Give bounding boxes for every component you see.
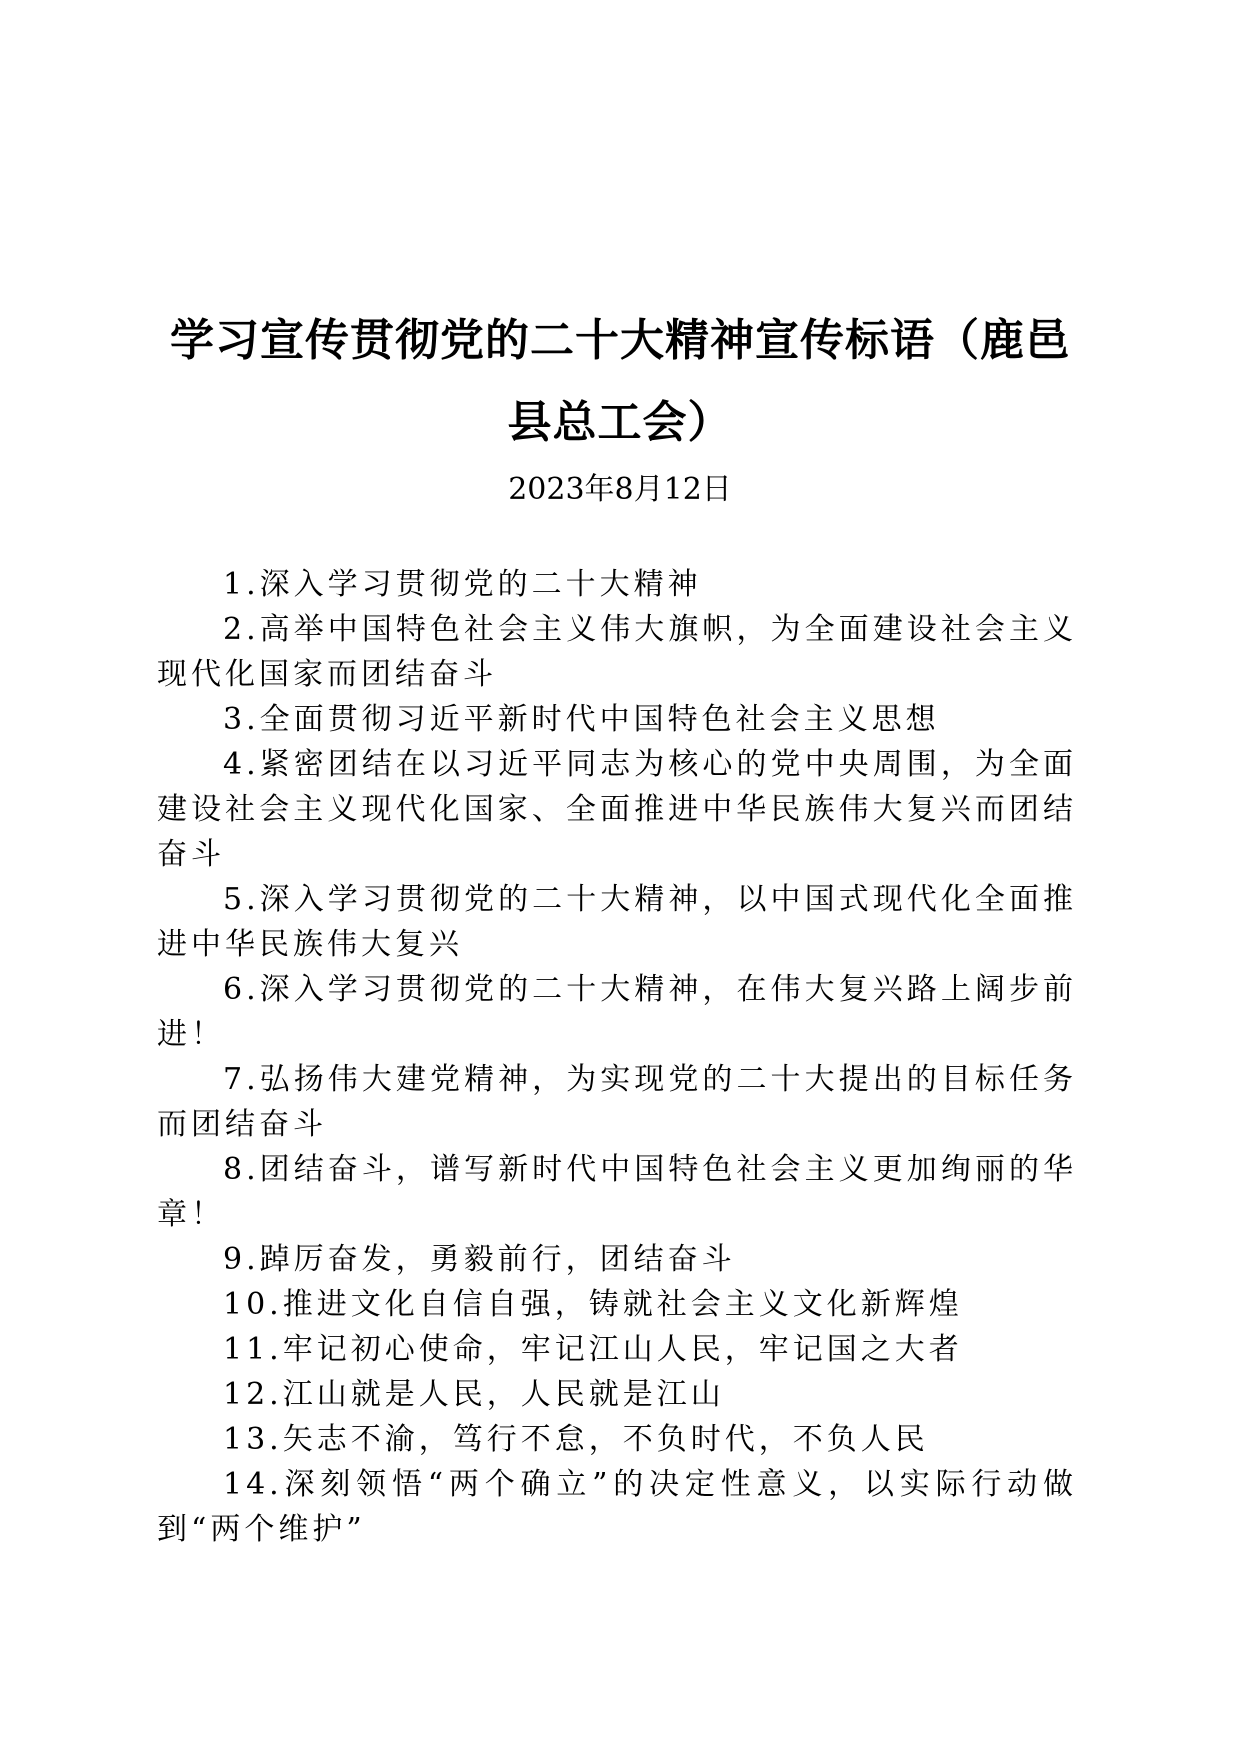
slogan-item: 9.踔厉奋发，勇毅前行，团结奋斗 (223, 1242, 736, 1277)
document-title: 学习宣传贯彻党的二十大精神宣传标语（鹿邑县总工会） (170, 315, 1070, 448)
slogan-item: 3.全面贯彻习近平新时代中国特色社会主义思想 (223, 702, 940, 737)
slogan-item: 7.弘扬伟大建党精神，为实现党的二十大提出的目标任务而团结奋斗 (157, 1062, 1077, 1142)
slogan-item: 4.紧密团结在以习近平同志为核心的党中央周围，为全面建设社会主义现代化国家、全面推进中华民族伟大复兴而团结奋斗 (157, 747, 1077, 872)
slogan-item: 14.深刻领悟“两个确立”的决定性意义，以实际行动做到“两个维护” (157, 1467, 1077, 1547)
slogan-item: 13.矢志不渝，笃行不怠，不负时代，不负人民 (223, 1422, 929, 1457)
slogan-item: 8.团结奋斗，谱写新时代中国特色社会主义更加绚丽的华章！ (157, 1152, 1077, 1232)
slogan-item: 1.深入学习贯彻党的二十大精神 (223, 567, 702, 602)
slogan-item: 6.深入学习贯彻党的二十大精神，在伟大复兴路上阔步前进！ (157, 972, 1077, 1052)
document-date: 2023年8月12日 (508, 472, 732, 507)
slogan-list (157, 562, 1077, 1552)
slogan-item: 10.推进文化自信自强，铸就社会主义文化新辉煌 (223, 1287, 963, 1322)
slogan-item: 12.江山就是人民，人民就是江山 (223, 1377, 725, 1412)
slogan-item: 5.深入学习贯彻党的二十大精神，以中国式现代化全面推进中华民族伟大复兴 (157, 882, 1077, 962)
slogan-item: 11.牢记初心使命，牢记江山人民，牢记国之大者 (223, 1332, 963, 1367)
slogan-item: 2.高举中国特色社会主义伟大旗帜，为全面建设社会主义现代化国家而团结奋斗 (157, 612, 1077, 692)
